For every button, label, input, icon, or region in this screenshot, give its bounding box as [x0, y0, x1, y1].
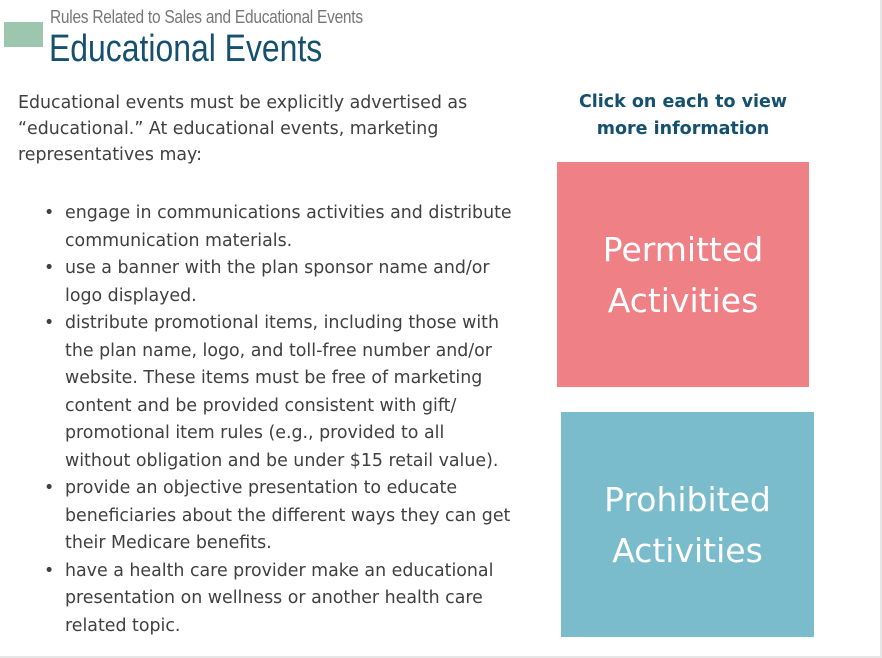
bullet-dot: •	[44, 203, 55, 223]
bullet-dot: •	[44, 560, 55, 581]
intro-line: “educational.” At educational events, marketing	[18, 119, 439, 139]
prohibited-activities-label: Prohibited	[604, 479, 771, 519]
click-instruction-line: more information	[596, 119, 770, 139]
bullet-line: use a banner with the plan sponsor name and/or	[65, 258, 490, 278]
bullet-line: provide an objective presentation to educate	[65, 478, 458, 498]
page-title: Educational Events	[49, 28, 323, 70]
bullet-line: the plan name, logo, and toll-free number and/or	[65, 340, 492, 361]
bullet-line: content and be provided consistent with gift/	[65, 395, 457, 416]
bullet-item	[42, 200, 542, 255]
bullet-line: distribute promotional items, including those with	[65, 313, 499, 333]
bullet-line: website. These items must be free of marketing	[65, 368, 483, 388]
bullet-item	[42, 255, 542, 310]
intro-line: representatives may:	[18, 145, 202, 165]
bullet-line: related topic.	[65, 615, 181, 636]
bullet-line: have a health care provider make an educational	[65, 560, 494, 581]
intro-paragraph	[18, 90, 538, 168]
bullet-item	[42, 475, 542, 558]
bullet-line: promotional item rules (e.g., provided to all	[65, 423, 445, 443]
bullet-dot: •	[44, 258, 55, 278]
prohibited-activities-label: Activities	[612, 530, 763, 570]
header-accent-bar	[4, 22, 43, 47]
bullet-dot: •	[44, 478, 55, 498]
bullet-line: without obligation and be under $15 retail value).	[65, 450, 499, 471]
bullet-line: communication materials.	[65, 230, 293, 251]
permitted-activities-label: Activities	[607, 280, 759, 320]
bullet-line: logo displayed.	[65, 285, 197, 306]
intro-line: Educational events must be explicitly advertised as	[18, 93, 468, 113]
bullet-line: engage in communications activities and distribute	[65, 203, 512, 223]
activities-bullet-list	[42, 200, 542, 640]
click-instruction	[556, 89, 810, 143]
section-subtitle: Rules Related to Sales and Educational Events	[50, 7, 363, 27]
bullet-line: presentation on wellness or another health care	[65, 588, 483, 608]
prohibited-activities-button[interactable]	[561, 412, 814, 637]
bullet-dot: •	[44, 313, 55, 333]
permitted-activities-label: Permitted	[602, 229, 764, 269]
bullet-item	[42, 558, 542, 641]
bullet-item	[42, 310, 542, 475]
click-instruction-line: Click on each to view	[578, 92, 788, 112]
bullet-line: beneficiaries about the different ways they can get	[65, 505, 511, 526]
bullet-line: their Medicare benefits.	[65, 533, 272, 553]
permitted-activities-button[interactable]	[557, 162, 809, 387]
